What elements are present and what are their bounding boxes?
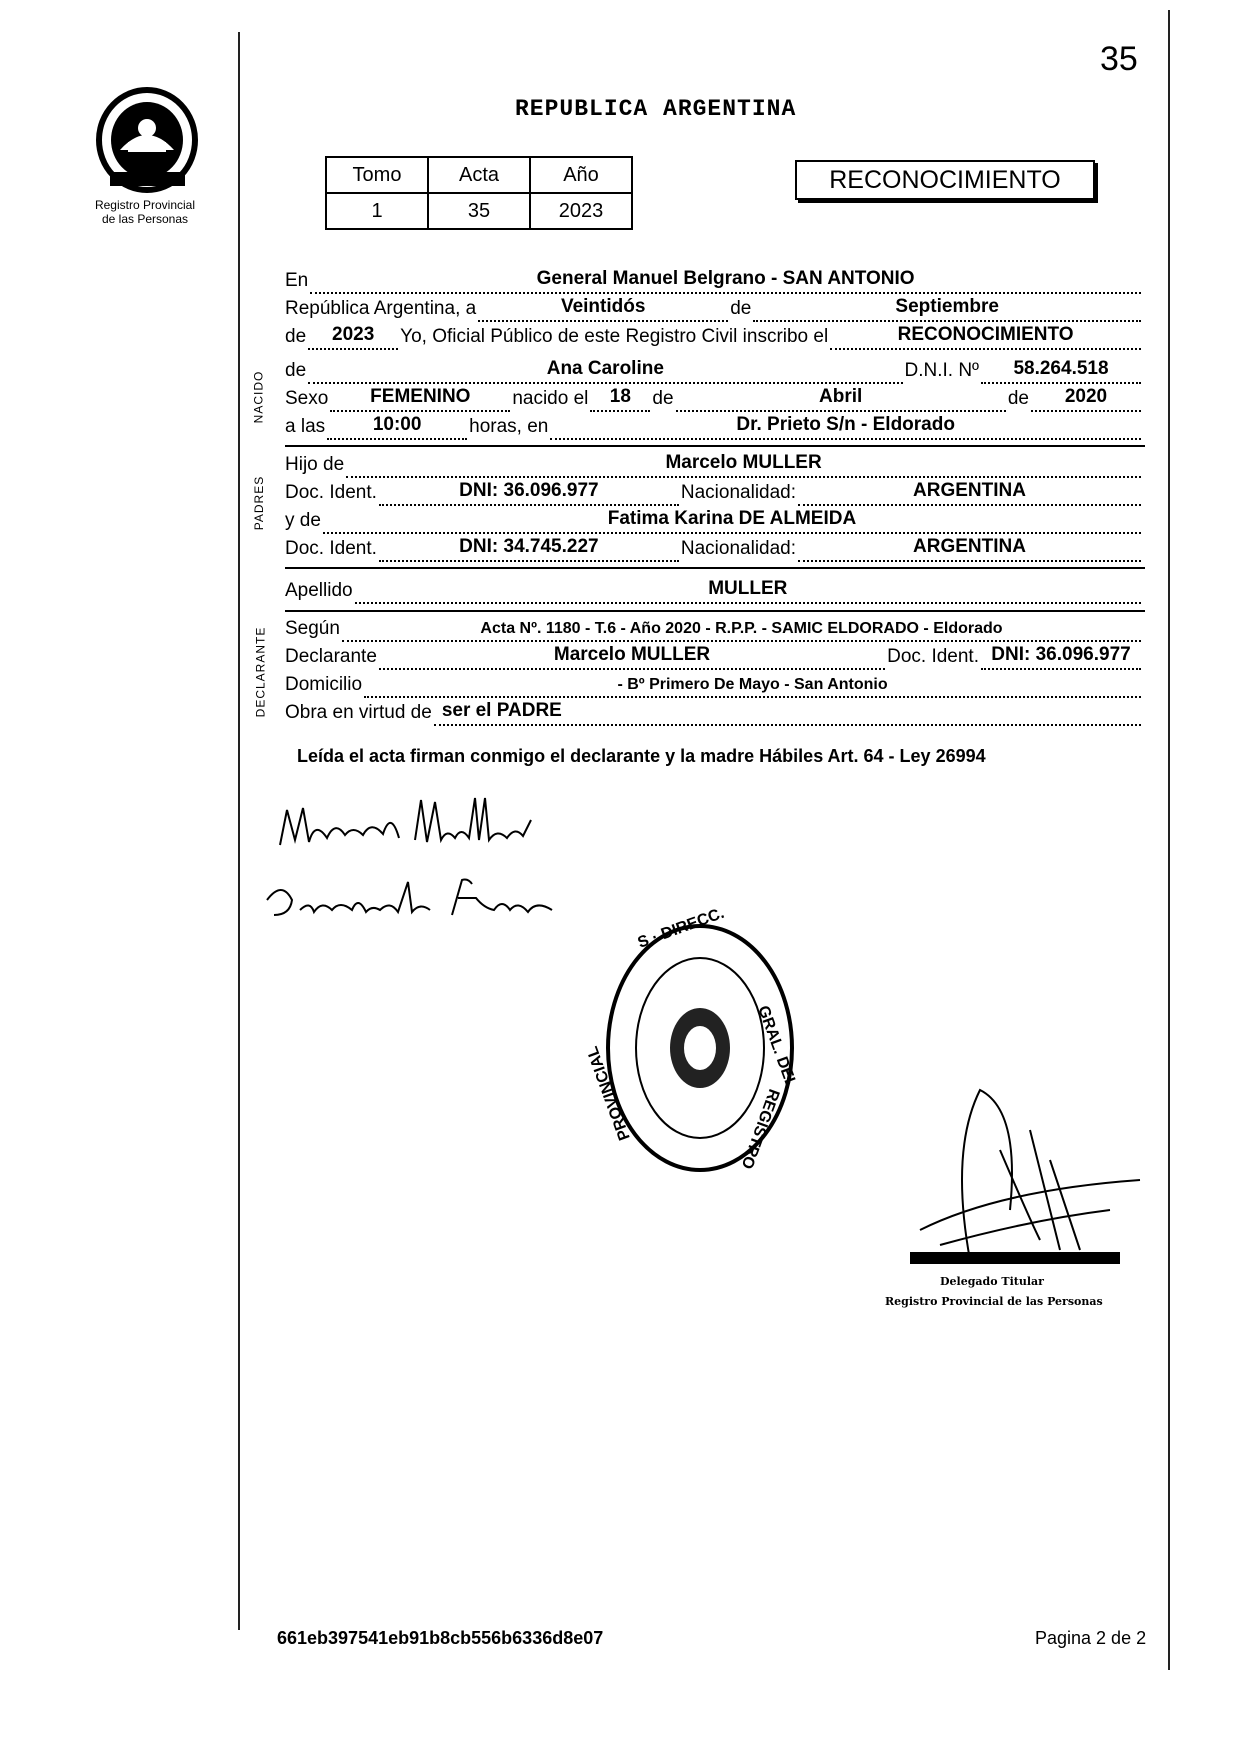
label-nacido-el: nacido el [512,388,589,409]
value-nombre: Ana Caroline [546,358,664,379]
label-declarante: Declarante [285,646,377,667]
svg-text:GRAL. DEL: GRAL. DEL [754,1003,800,1091]
right-margin-line [1168,10,1170,1670]
label-en: En [285,270,309,291]
label-doc-ident2: Doc. Ident. [285,538,377,559]
label-apellido: Apellido [285,580,353,601]
value-lugar-nac: Dr. Prieto S/n - Eldorado [736,414,955,435]
label-a-las: a las [285,416,326,437]
value-declarante-doc: DNI: 36.096.977 [991,644,1131,665]
label-republica: República Argentina, a [285,298,477,319]
label-sexo: Sexo [285,388,329,409]
row-madre [285,506,1143,534]
row-inscripcion [285,322,1143,350]
value-padre-nac: ARGENTINA [913,480,1026,501]
value-obra: ser el PADRE [441,700,562,721]
label-de5: de [1007,388,1029,409]
svg-text:REGISTRO: REGISTRO [737,1086,783,1171]
rule-after-padres [285,567,1145,569]
value-dia-registro: Veintidós [560,296,646,317]
value-padre-doc: DNI: 36.096.977 [459,480,599,501]
label-doc-ident3: Doc. Ident. [887,646,979,667]
registry-caption [75,198,215,226]
label-doc-ident: Doc. Ident. [285,482,377,503]
registry-caption-line2: de las Personas [101,212,189,226]
value-acta: 35 [428,193,530,229]
left-margin-line [238,32,240,1630]
country-title: REPUBLICA ARGENTINA [515,96,797,122]
section-label-nacido: NACIDO [251,370,266,424]
section-label-declarante: DECLARANTE [253,626,268,718]
row-declarante [285,642,1143,670]
row-domicilio [285,670,1143,698]
header-tomo: Tomo [326,157,428,193]
row-apellido [285,576,1143,604]
value-padre: Marcelo MULLER [665,452,822,473]
value-apellido: MULLER [708,578,788,599]
value-dni: 58.264.518 [1013,358,1109,379]
row-madre-doc [285,534,1143,562]
label-de3: de [285,360,307,381]
value-madre: Fatima Karina DE ALMEIDA [607,508,857,529]
rule-after-nacido [285,445,1145,447]
value-domicilio: - Bº Primero De Mayo - San Antonio [617,676,888,693]
page-number: 35 [1100,40,1138,78]
row-lugar [285,266,1143,294]
row-hora [285,412,1143,440]
label-nacionalidad: Nacionalidad: [680,482,797,503]
label-yo-oficial: Yo, Oficial Público de este Registro Civil inscribo el [400,326,829,347]
row-padre-doc [285,478,1143,506]
closing-note: Leída el acta firman conmigo el declarante y la madre Hábiles Art. 64 - Ley 26994 [297,746,986,766]
rule-after-apellido [285,610,1145,612]
label-nacionalidad2: Nacionalidad: [680,538,797,559]
act-type-box: RECONOCIMIENTO [795,160,1095,200]
value-dia-nac: 18 [609,386,631,407]
document-hash: 661eb397541eb91b8cb556b6336d8e07 [277,1628,604,1648]
mother-signature [262,870,572,940]
row-sexo [285,384,1143,412]
label-domicilio: Domicilio [285,674,363,695]
label-segun: Según [285,618,340,639]
label-horas-en: horas, en [469,416,549,437]
value-mes-registro: Septiembre [895,296,999,317]
label-de2: de [285,326,307,347]
value-anio-nac: 2020 [1064,386,1108,407]
value-madre-nac: ARGENTINA [913,536,1026,557]
label-dni: D.N.I. Nº [904,360,979,381]
section-label-padres: PADRES [252,475,267,531]
value-hora: 10:00 [372,414,422,435]
label-de4: de [652,388,674,409]
page-indicator: Pagina 2 de 2 [1035,1628,1147,1648]
official-signature [880,1070,1150,1270]
value-declarante: Marcelo MULLER [553,644,711,665]
row-obra [285,698,1143,726]
label-y-de: y de [285,510,321,531]
label-hijo-de: Hijo de [285,454,345,475]
value-anio-registro: 2023 [332,324,375,345]
official-office: Registro Provincial de las Personas [885,1295,1103,1308]
father-signature [275,790,575,860]
value-sexo: FEMENINO [370,386,471,407]
value-tomo: 1 [326,193,428,229]
row-segun [285,614,1143,642]
label-de: de [730,298,752,319]
value-tipo-inscripcion: RECONOCIMIENTO [897,324,1074,345]
registry-caption-line1: Registro Provincial [94,198,196,212]
label-obra: Obra en virtud de [285,702,432,723]
svg-text:S · DIRECC.: S · DIRECC. [635,904,727,952]
official-seal-stamp [584,904,800,1178]
act-reference-table [325,156,633,230]
svg-text:PROVINCIAL: PROVINCIAL [584,1043,634,1143]
row-padre [285,450,1143,478]
value-mes-nac: Abril [819,386,863,407]
value-segun: Acta Nº. 1180 - T.6 - Año 2020 - R.P.P. - SAMIC ELDORADO - Eldorado [480,620,1003,637]
header-anio: Año [530,157,632,193]
official-title: Delegado Titular [940,1275,1044,1288]
value-lugar: General Manuel Belgrano - SAN ANTONIO [536,268,915,289]
row-fecha-registro [285,294,1143,322]
header-acta: Acta [428,157,530,193]
value-madre-doc: DNI: 34.745.227 [459,536,599,557]
value-anio: 2023 [530,193,632,229]
provincial-emblem-logo [90,80,205,195]
row-nombre [285,356,1143,384]
